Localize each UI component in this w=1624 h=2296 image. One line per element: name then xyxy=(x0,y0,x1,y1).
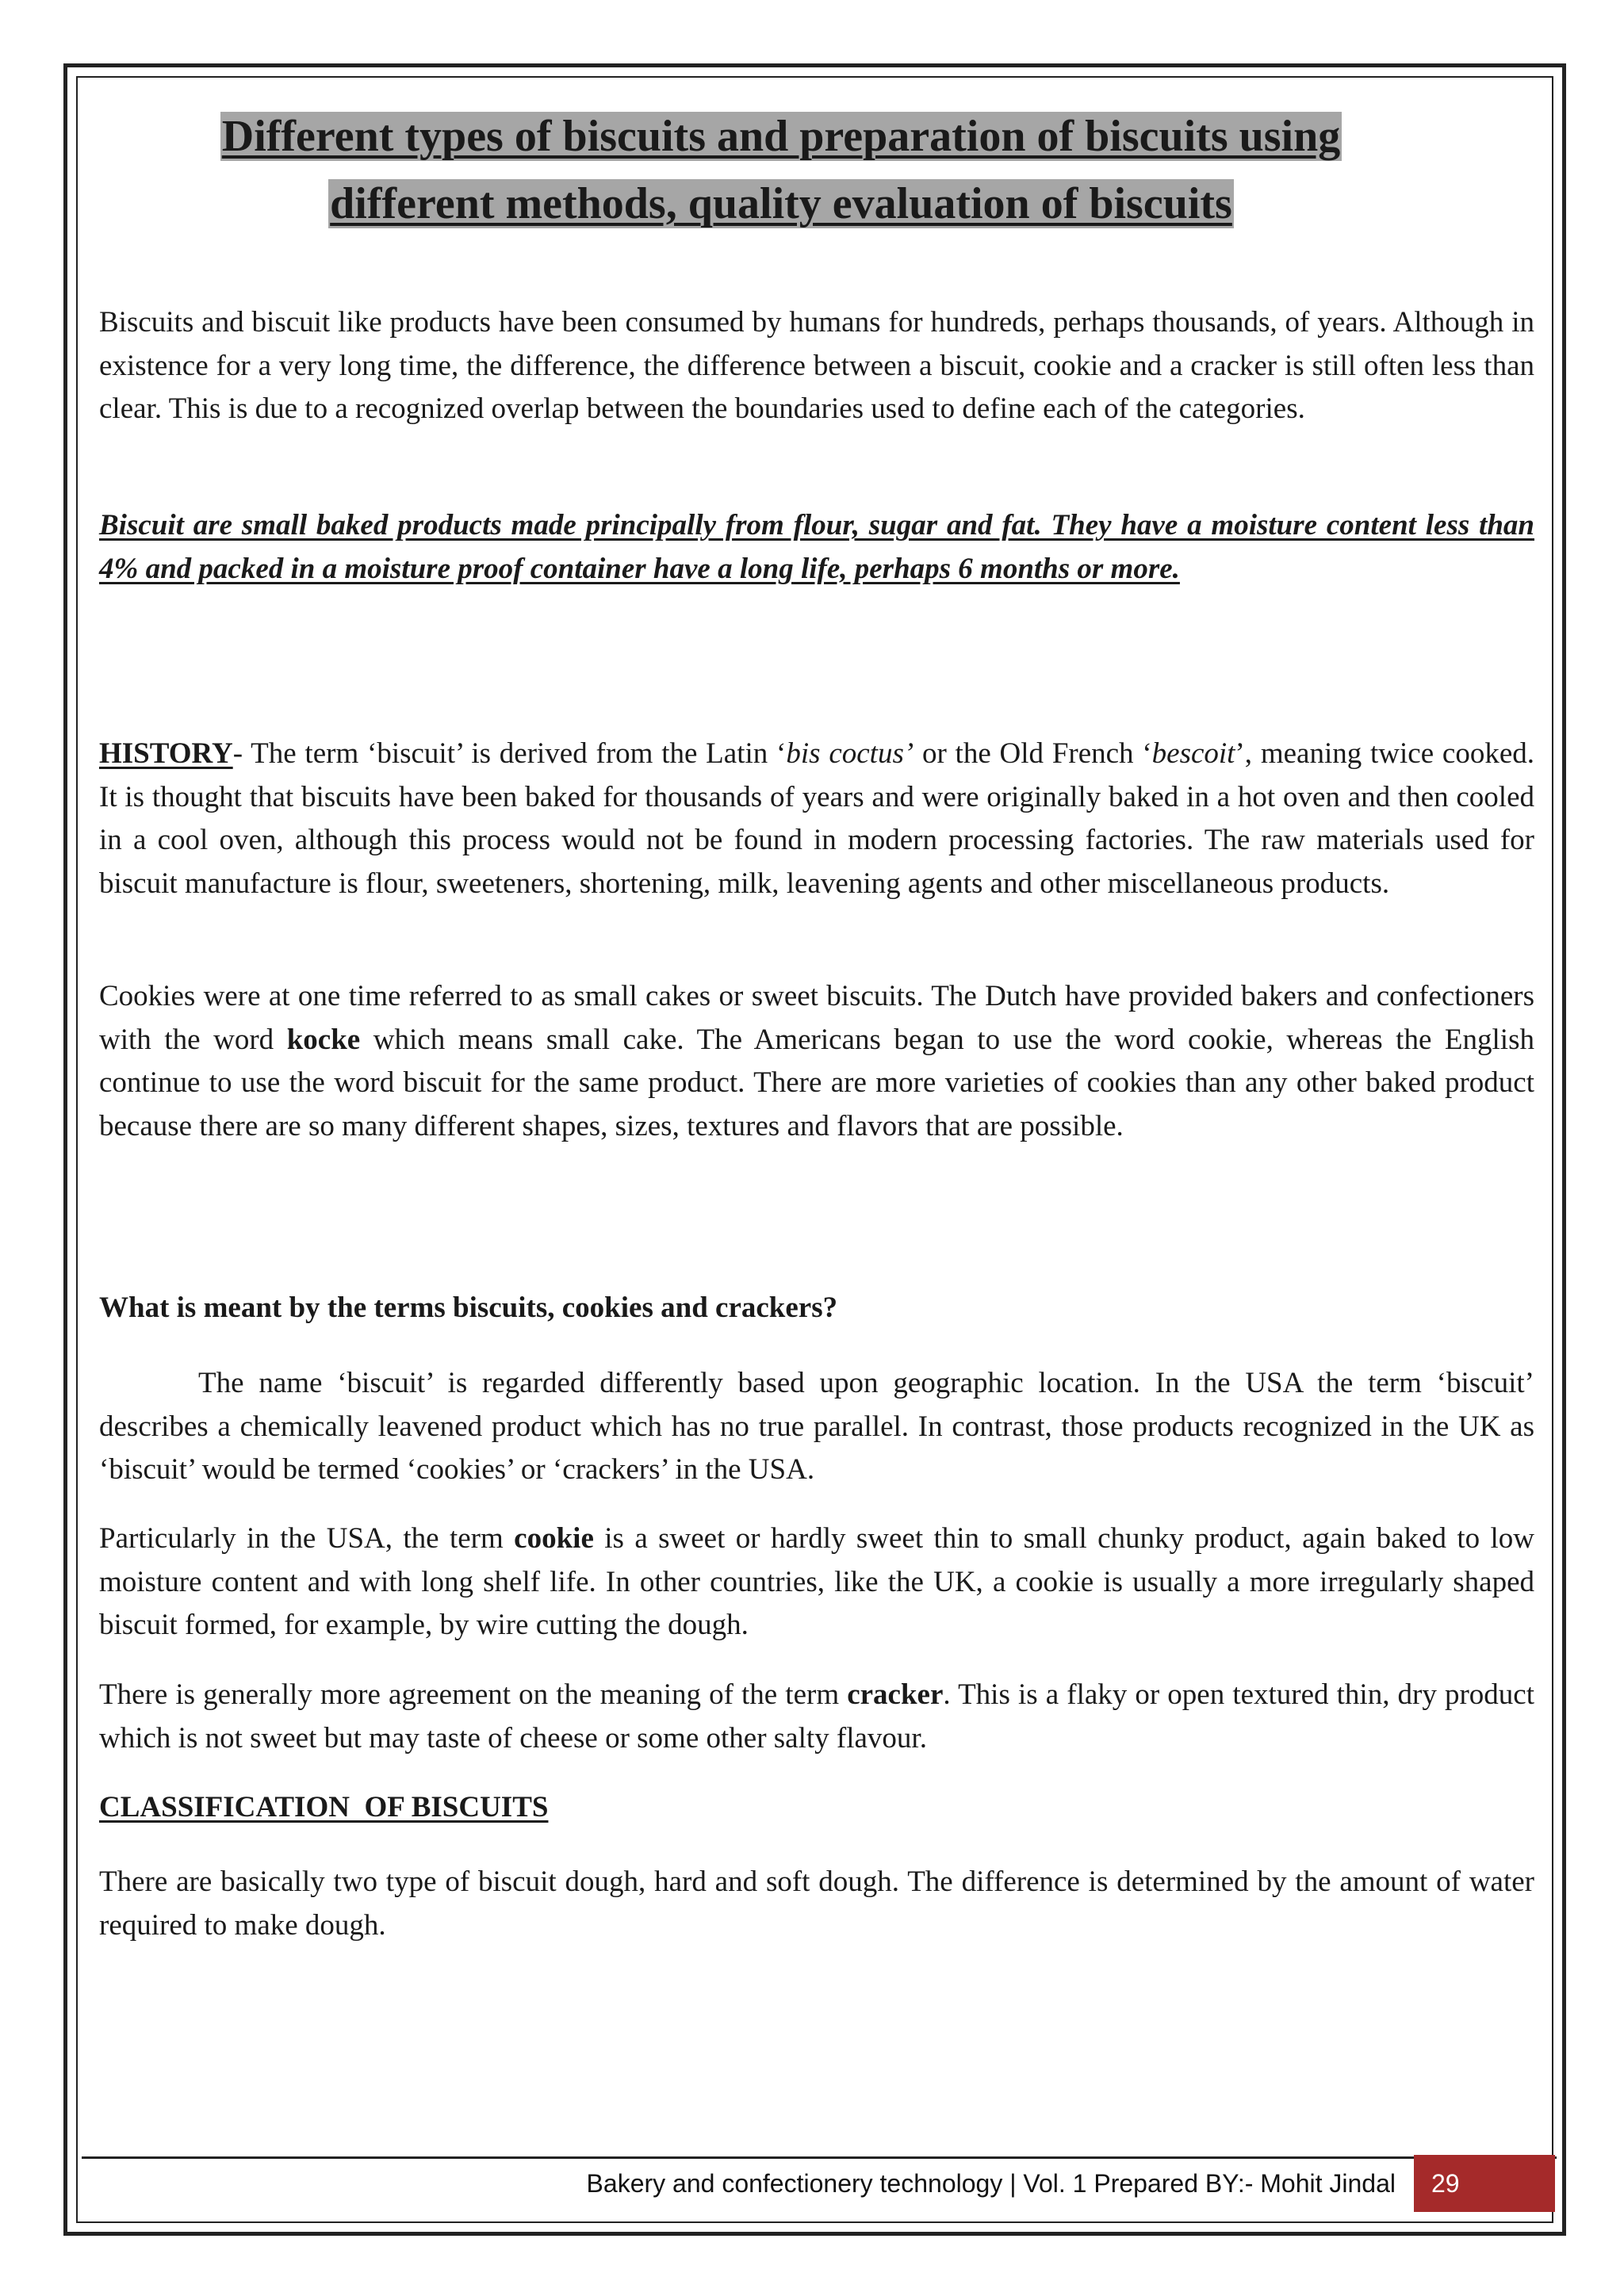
terms-heading: What is meant by the terms biscuits, cookies and crackers? xyxy=(99,1292,838,1324)
history-paragraph xyxy=(99,733,1534,905)
cookies-kocke-term: kocke xyxy=(286,1023,361,1056)
history-text-3: ’, meaning twice cooked. It is thought that biscuits have been baked for thousands of years and were originally baked in a hot oven and then cooled in a cool oven, although this process would not be found in modern processing factories. The raw materials used for biscuit manufacture is flour, sweeteners, shortening, milk, leavening agents and other miscellaneous products. xyxy=(99,737,1534,900)
cookies-text-1: Cookies were at one time referred to as small cakes or sweet biscuits. The Dutch have provided bakers and confectioners with the word xyxy=(99,980,1534,1056)
definition-paragraph xyxy=(99,504,1534,591)
history-text-2: or the Old French ‘ xyxy=(914,737,1152,770)
history-latin-term: bis coctus’ xyxy=(786,737,914,770)
classification-heading-row xyxy=(99,1786,1534,1830)
page-title xyxy=(103,103,1459,238)
terms-paragraph-2 xyxy=(99,1517,1534,1647)
terms-p2-text-1: Particularly in the USA, the term xyxy=(99,1522,515,1555)
terms-p3-text-1: There is generally more agreement on the meaning of the term xyxy=(99,1678,848,1711)
classification-paragraph: There are basically two type of biscuit dough, hard and soft dough. The difference is determined by the amount of water required to make dough. xyxy=(99,1866,1534,1942)
page-number: 29 xyxy=(1414,2155,1555,2212)
definition-text: Biscuit are small baked products made principally from flour, sugar and fat. They have a moisture content less than 4% and packed in a moisture proof container have a long life, perhaps 6 months or more. xyxy=(99,509,1534,585)
classification-heading: CLASSIFICATION OF BISCUITS xyxy=(99,1791,549,1823)
title-line-1: Different types of biscuits and preparation of biscuits using xyxy=(221,112,1341,161)
terms-p2-text-2: is a sweet or hardly sweet thin to small chunky product, again baked to low moisture content and with long shelf life. In other countries, like the UK, a cookie is usually a more irregularly shaped biscuit formed, for example, by wire cutting the dough. xyxy=(99,1522,1534,1641)
cookie-term: cookie xyxy=(514,1522,594,1555)
title-line-2: different methods, quality evaluation of biscuits xyxy=(330,179,1232,228)
cracker-term: cracker xyxy=(847,1678,944,1711)
cookies-text-2: which means small cake. The Americans began to use the word cookie, whereas the English continue to use the word biscuit for the same product. There are more varieties of cookies than any other baked product because there are so many different shapes, sizes, textures and flavors that are possible. xyxy=(99,1023,1534,1142)
intro-paragraph: Biscuits and biscuit like products have been consumed by humans for hundreds, perhaps thousands, of years. Although in existence for a very long time, the difference, the difference between a biscuit, cookie and a cracker is still often less than clear. This is due to a recognized overlap between the boundaries used to define each of the categories. xyxy=(99,306,1534,425)
terms-paragraph-3 xyxy=(99,1674,1534,1760)
terms-paragraph-1: The name ‘biscuit’ is regarded differently based upon geographic location. In the USA the term ‘biscuit’ describes a chemically leavened product which has no true parallel. In contrast, those products recognized in the UK as ‘biscuit’ would be termed ‘cookies’ or ‘crackers’ in the USA. xyxy=(99,1367,1534,1486)
history-heading: HISTORY xyxy=(99,737,233,770)
terms-p3-text-2: . This is a flaky or open textured thin, dry product which is not sweet but may taste of cheese or some other salty flavour. xyxy=(99,1678,1534,1755)
footer-text: Bakery and confectionery technology | Vol. 1 Prepared BY:- Mohit Jindal xyxy=(586,2169,1396,2198)
history-text-1: - The term ‘biscuit’ is derived from the Latin ‘ xyxy=(232,737,787,770)
cookies-paragraph xyxy=(99,975,1534,1148)
history-french-term: bescoit xyxy=(1151,737,1235,770)
